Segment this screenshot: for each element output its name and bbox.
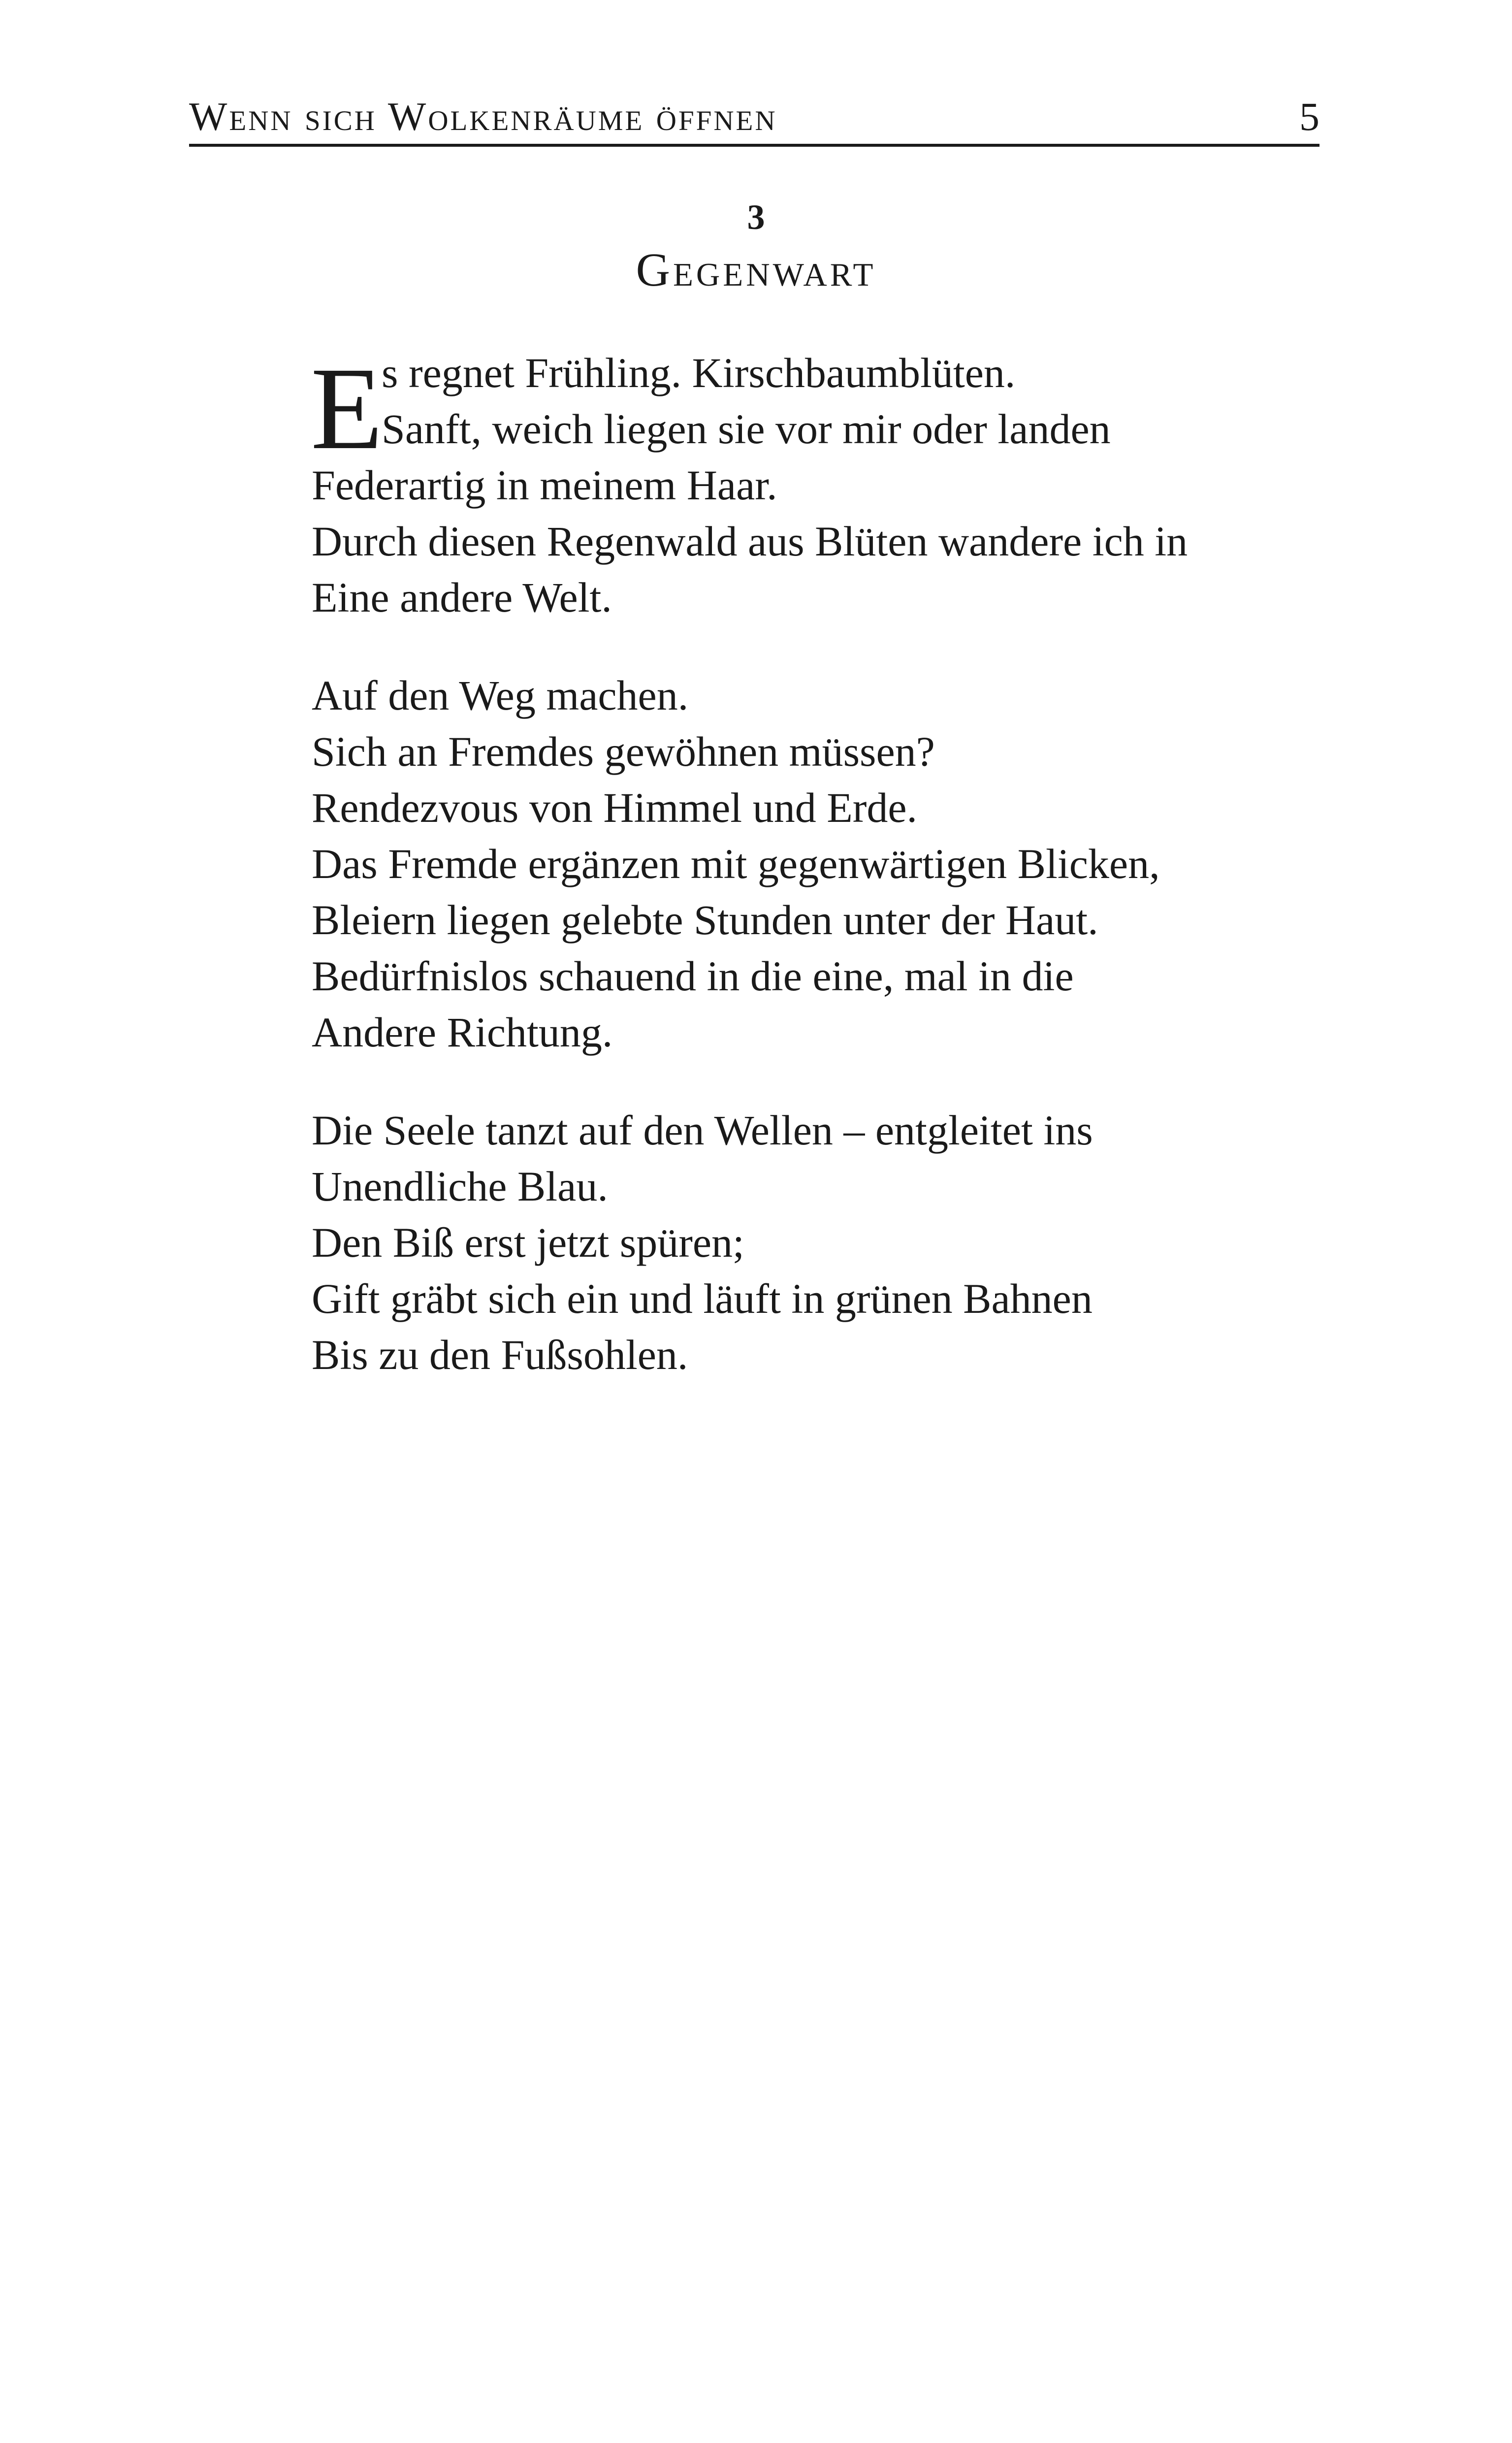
running-head [189,93,1319,147]
poem-line: Unendliche Blau. [312,1163,608,1210]
stanza-1 [312,345,1296,625]
stanza-3 [312,1102,1296,1383]
poem-line: Sanft, weich liegen sie vor mir oder landen [382,405,1111,453]
poem-line: Den Biß erst jetzt spüren; [312,1219,744,1266]
poem-line: Die Seele tanzt auf den Wellen – entgleitet ins [312,1107,1093,1154]
stanza-2 [312,667,1296,1060]
chapter-number: 3 [747,197,765,237]
poem-line: Andere Richtung. [312,1009,613,1056]
poem-line: Rendezvous von Himmel und Erde. [312,784,918,831]
poem-line: Federartig in meinem Haar. [312,461,777,509]
poem [312,345,1296,1425]
poem-line: Bedürfnislos schauend in die eine, mal in die [312,952,1074,1000]
poem-line: Eine andere Welt. [312,574,612,621]
running-title: Wenn sich Wolkenräume öffnen [189,94,777,139]
poem-line: s regnet Frühling. Kirschbaumblüten. [382,349,1016,396]
poem-line: Auf den Weg machen. [312,672,689,719]
poem-line: Das Fremde ergänzen mit gegenwärtigen Blicken, [312,840,1160,887]
poem-line: Gift gräbt sich ein und läuft in grünen Bahnen [312,1275,1093,1322]
chapter-title: Gegenwart [636,243,876,296]
page-number: 5 [1299,94,1319,139]
poem-line: Sich an Fremdes gewöhnen müssen? [312,728,935,775]
drop-cap: E [311,343,383,474]
poem-line: Bleiern liegen gelebte Stunden unter der Haut. [312,896,1098,944]
poem-line: Durch diesen Regenwald aus Blüten wandere ich in [312,518,1188,565]
poem-line: Bis zu den Fußsohlen. [312,1331,688,1378]
